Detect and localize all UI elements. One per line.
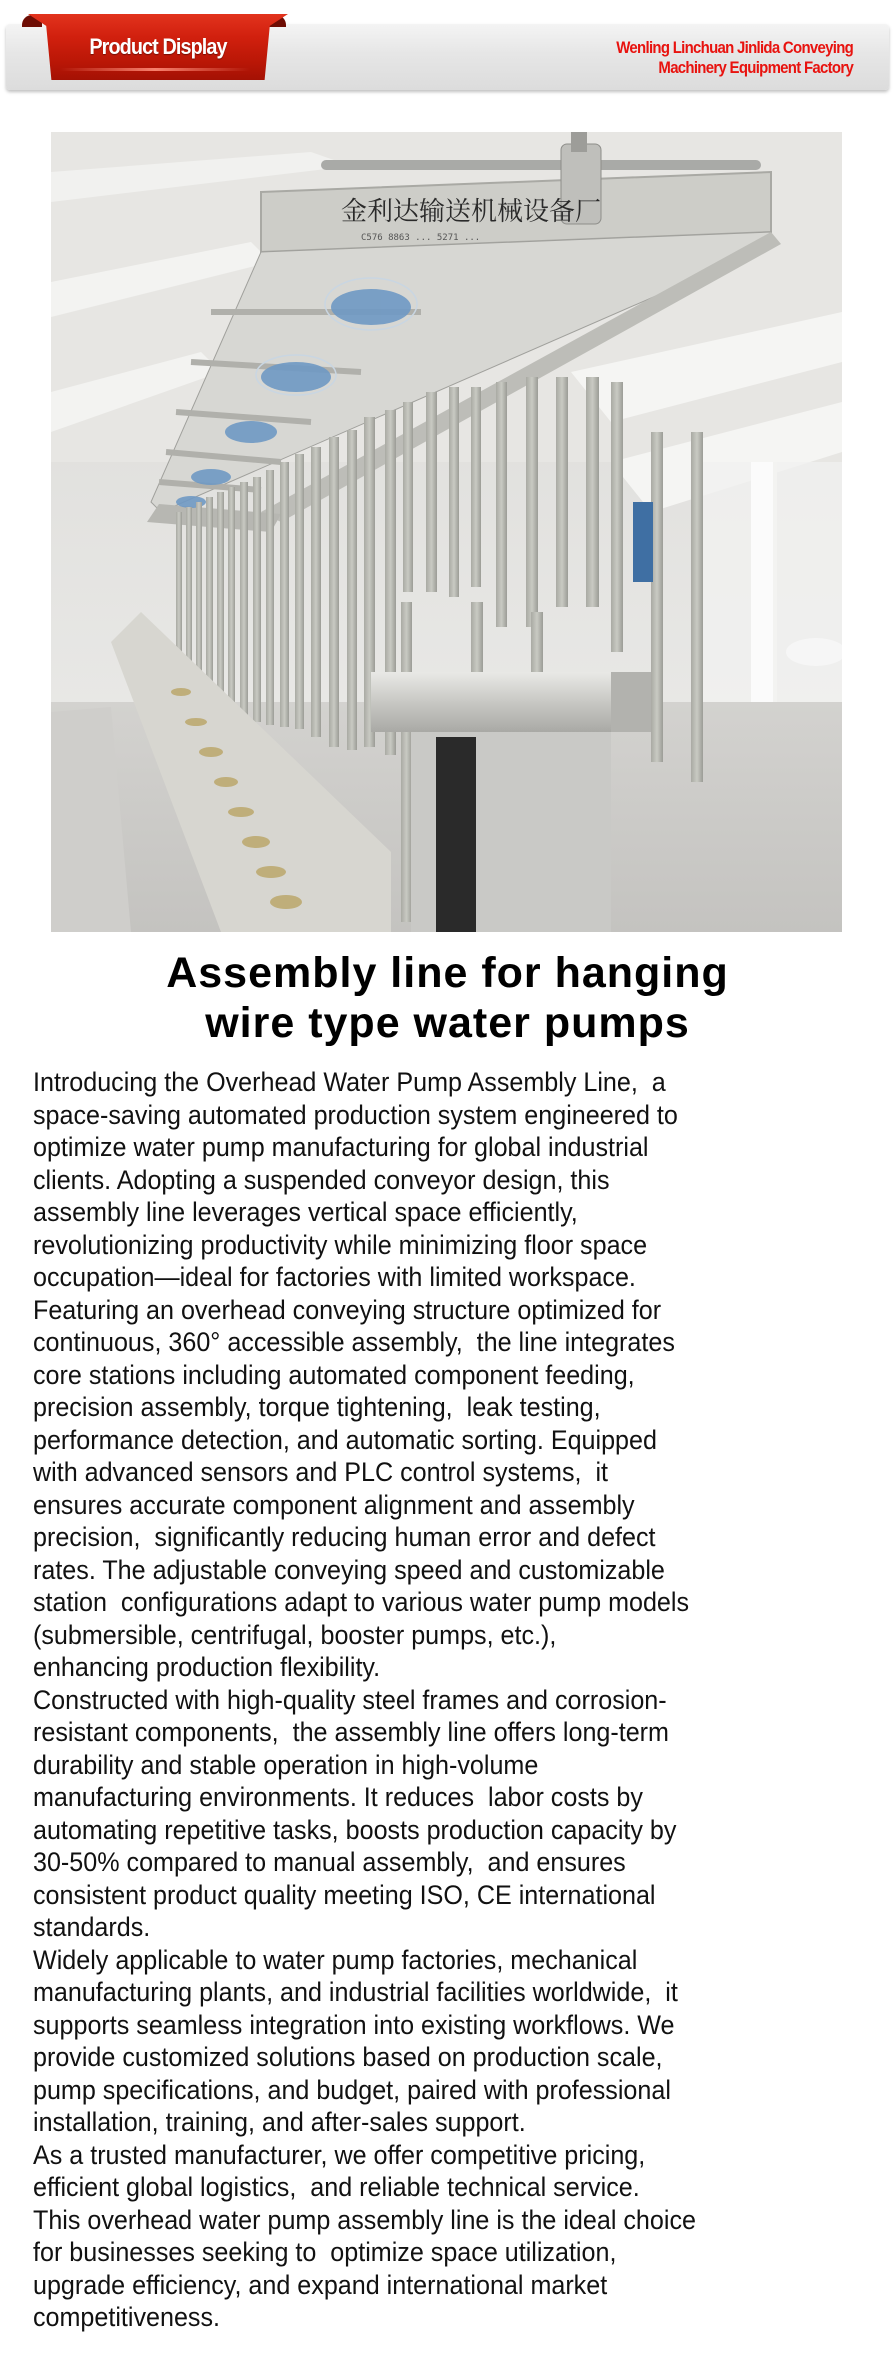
description-line: installation, training, and after-sales support.	[33, 2107, 526, 2137]
description-line: optimize water pump manufacturing for global industrial	[33, 1132, 649, 1162]
company-name-line-2: Machinery Equipment Factory	[658, 58, 853, 77]
description-line: Widely applicable to water pump factories, mechanical	[33, 1944, 638, 1975]
svg-text:金利达输送机械设备厂: 金利达输送机械设备厂	[341, 197, 602, 227]
product-description	[33, 1066, 873, 2334]
company-name	[616, 38, 853, 78]
description-line: manufacturing environments. It reduces labor costs by	[33, 1782, 643, 1812]
description-line: 30-50% compared to manual assembly, and ensures	[33, 1847, 626, 1877]
ribbon-label: Product Display	[89, 34, 227, 59]
description-line: enhancing production flexibility.	[33, 1652, 381, 1682]
description-line: core stations including automated component feeding,	[33, 1359, 635, 1390]
svg-text:C576 8863 ... 5271 ...: C576 8863 ... 5271 ...	[361, 233, 481, 243]
description-line: clients. Adopting a suspended conveyor design, this	[33, 1164, 610, 1195]
description-line: Introducing the Overhead Water Pump Assembly Line, a	[33, 1067, 666, 1097]
product-photo	[51, 132, 842, 932]
description-line: supports seamless integration into existing workflows. We	[33, 2009, 675, 2040]
description-line: space-saving automated production system engineered to	[33, 1099, 678, 1130]
description-line: occupation—ideal for factories with limited workspace.	[33, 1262, 636, 1292]
description-line: Constructed with high-quality steel frames and corrosion-	[33, 1684, 667, 1715]
description-line: station configurations adapt to various water pump models	[33, 1587, 690, 1617]
description-line: resistant components, the assembly line offers long-term	[33, 1717, 669, 1747]
product-display-banner	[0, 0, 895, 100]
description-line: (submersible, centrifugal, booster pumps, etc.),	[33, 1619, 557, 1650]
description-line: standards.	[33, 1912, 151, 1942]
product-title-line-2: wire type water pumps	[205, 999, 690, 1047]
description-line: automating repetitive tasks, boosts production capacity by	[33, 1814, 677, 1845]
description-line: precision assembly, torque tightening, leak testing,	[33, 1392, 601, 1422]
company-name-line-1: Wenling Linchuan Jinlida Conveying	[616, 38, 853, 57]
ribbon-shine	[60, 68, 250, 71]
description-line: revolutionizing productivity while minimizing floor space	[33, 1229, 648, 1260]
description-line: As a trusted manufacturer, we offer competitive pricing,	[33, 2139, 646, 2170]
description-line: assembly line leverages vertical space efficiently,	[33, 1197, 578, 1227]
description-line: provide customized solutions based on production scale,	[33, 2042, 663, 2072]
description-line: This overhead water pump assembly line is the ideal choice	[33, 2204, 696, 2235]
description-line: rates. The adjustable conveying speed and customizable	[33, 1554, 665, 1585]
description-line: consistent product quality meeting ISO, CE international	[33, 1879, 656, 1910]
description-line: with advanced sensors and PLC control systems, it	[33, 1457, 609, 1487]
description-line: performance detection, and automatic sorting. Equipped	[33, 1424, 657, 1455]
description-line: precision, significantly reducing human error and defect	[33, 1522, 656, 1552]
description-line: competitiveness.	[33, 2302, 221, 2332]
assembly-line-illustration	[51, 132, 842, 932]
description-line: pump specifications, and budget, paired with professional	[33, 2074, 671, 2105]
product-title-line-1: Assembly line for hanging	[166, 949, 729, 997]
description-line: manufacturing plants, and industrial facilities worldwide, it	[33, 1977, 678, 2007]
description-line: for businesses seeking to optimize space utilization,	[33, 2237, 617, 2267]
description-line: continuous, 360° accessible assembly, the line integrates	[33, 1327, 675, 1357]
product-title	[0, 948, 895, 1048]
description-line: Featuring an overhead conveying structure optimized for	[33, 1294, 662, 1325]
description-line: durability and stable operation in high-volume	[33, 1749, 539, 1780]
description-line: efficient global logistics, and reliable technical service.	[33, 2172, 640, 2202]
description-line: ensures accurate component alignment and assembly	[33, 1489, 635, 1520]
description-line: upgrade efficiency, and expand international market	[33, 2269, 608, 2300]
